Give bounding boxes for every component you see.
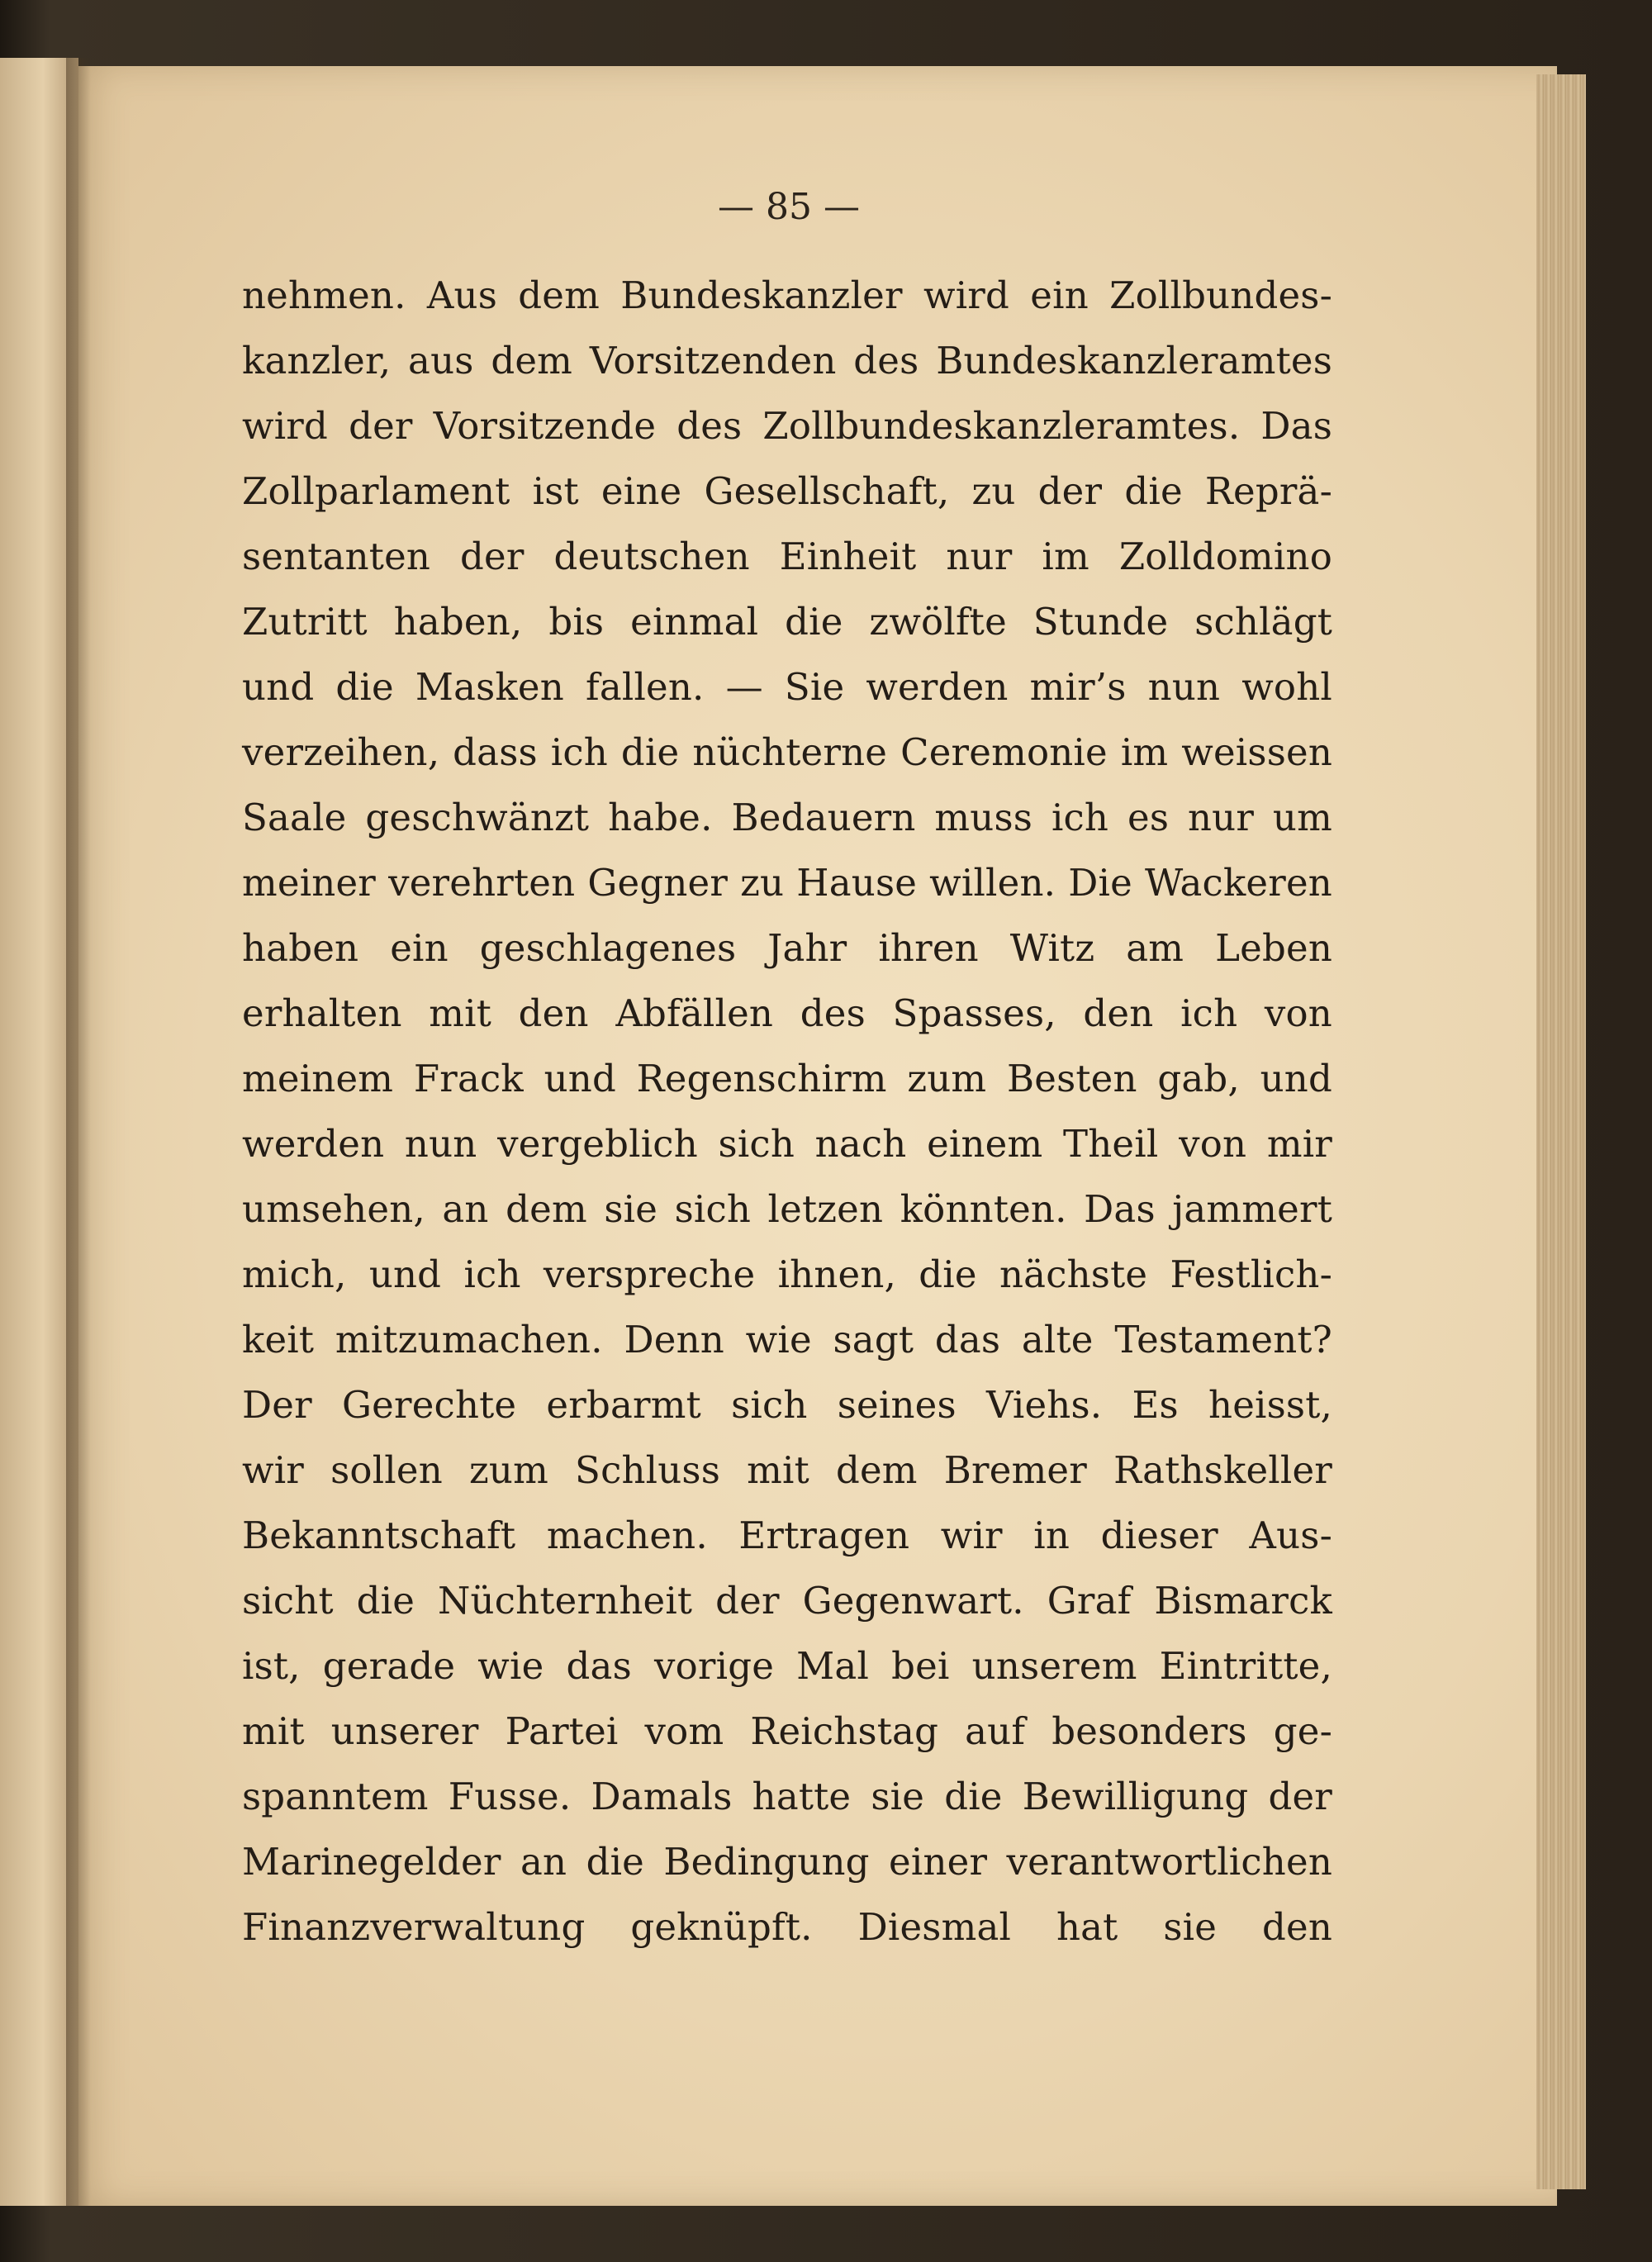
text-line: umsehen, an dem sie sich letzen könnten. Das jammert <box>242 1187 1332 1231</box>
text-line: meiner verehrten Gegner zu Hause willen. Die Wackeren <box>242 861 1332 905</box>
text-line: Der Gerechte erbarmt sich seines Viehs. Es heisst, <box>242 1383 1332 1427</box>
page-number-header <box>0 186 1652 244</box>
text-line: sentanten der deutschen Einheit nur im Zolldomino <box>242 535 1332 578</box>
text-line: erhalten mit den Abfällen des Spasses, den ich von <box>242 991 1332 1035</box>
text-line: Bekanntschaft machen. Ertragen wir in dieser Aus- <box>242 1514 1332 1557</box>
text-line: sicht die Nüchternheit der Gegenwart. Graf Bismarck <box>242 1579 1332 1623</box>
text-line: mich, und ich verspreche ihnen, die nächste Festlich- <box>242 1252 1332 1296</box>
text-line: wird der Vorsitzende des Zollbundeskanzleramtes. Das <box>242 404 1332 448</box>
text-line: Zollparlament ist eine Gesellschaft, zu der die Reprä- <box>242 469 1332 513</box>
text-line: Marinegelder an die Bedingung einer verantwortlichen <box>242 1840 1332 1884</box>
gutter-shadow <box>66 58 91 2206</box>
text-line: Saale geschwänzt habe. Bedauern muss ich es nur um <box>242 796 1332 839</box>
text-line: und die Masken fallen. — Sie werden mir’s nun wohl <box>242 665 1332 709</box>
text-line: werden nun vergeblich sich nach einem Theil von mir <box>242 1122 1332 1166</box>
text-line: verzeihen, dass ich die nüchterne Ceremonie im weissen <box>242 730 1332 774</box>
body-text <box>242 263 1332 1960</box>
page-stack-edges <box>1536 74 1586 2189</box>
text-line: mit unserer Partei vom Reichstag auf besonders ge- <box>242 1709 1332 1753</box>
page-number: — 85 — <box>718 186 860 228</box>
text-line: Finanzverwaltung geknüpft. Diesmal hat sie den <box>242 1905 1332 1949</box>
text-line: haben ein geschlagenes Jahr ihren Witz am Leben <box>242 926 1332 970</box>
text-line: spanntem Fusse. Damals hatte sie die Bewilligung der <box>242 1775 1332 1818</box>
text-line: wir sollen zum Schluss mit dem Bremer Rathskeller <box>242 1448 1332 1492</box>
text-line: nehmen. Aus dem Bundeskanzler wird ein Zollbundes- <box>242 273 1332 317</box>
text-line: Zutritt haben, bis einmal die zwölfte Stunde schlägt <box>242 600 1332 644</box>
text-line: meinem Frack und Regenschirm zum Besten gab, und <box>242 1057 1332 1100</box>
text-line: keit mitzumachen. Denn wie sagt das alte Testament? <box>242 1318 1332 1361</box>
text-line: kanzler, aus dem Vorsitzenden des Bundeskanzleramtes <box>242 339 1332 383</box>
text-line: ist, gerade wie das vorige Mal bei unserem Eintritte, <box>242 1644 1332 1688</box>
